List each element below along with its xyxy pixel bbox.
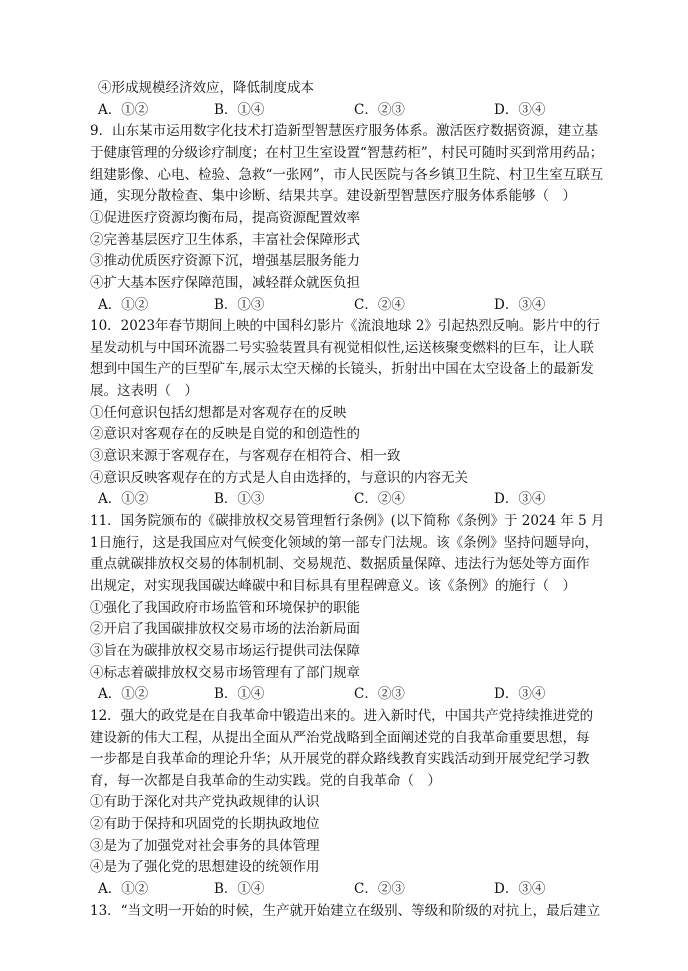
answer-option-c: C．②③ — [354, 686, 405, 702]
text-line: 建设新的伟大工程，从提出全面从严治党战略到全面阐述党的自我革命重要思想，每 — [90, 730, 590, 746]
answer-option-b: B．①④ — [214, 881, 265, 897]
answer-option-a: A．①② — [98, 881, 149, 897]
answer-option-b: B．①③ — [214, 297, 265, 313]
text-line: ④是为了强化党的思想建设的统领作用 — [90, 859, 320, 875]
text-line: 9．山东某市运用数字化技术打造新型智慧医疗服务体系。激活医疗数据资源，建立基 — [90, 123, 599, 139]
text-line: ②完善基层医疗卫生体系，丰富社会保障形式 — [90, 232, 360, 248]
text-line: ①有助于深化对共产党执政规律的认识 — [90, 794, 320, 810]
text-line: 育，每一次都是自我革命的生动实践。党的自我革命（ ） — [90, 773, 441, 789]
text-line: 展。这表明（ ） — [90, 383, 198, 399]
answer-option-a: A．①② — [98, 686, 149, 702]
text-line: ①任何意识包括幻想都是对客观存在的反映 — [90, 405, 347, 421]
text-line: ④标志着碳排放权交易市场管理有了部门规章 — [90, 665, 360, 681]
text-line: 10．2023年春节期间上映的中国科幻影片《流浪地球 2》引起热烈反响。影片中的行 — [90, 318, 600, 334]
text-line: ③是为了加强党对社会事务的具体管理 — [90, 838, 320, 854]
text-line: ②开启了我国碳排放权交易市场的法治新局面 — [90, 621, 360, 637]
text-line: ①强化了我国政府市场监管和环境保护的职能 — [90, 600, 360, 616]
text-line: 一步都是自我革命的理论升华；从开展党的群众路线教育实践活动到开展党纪学习教 — [90, 751, 590, 767]
answer-options-row — [98, 295, 578, 315]
text-line: ①促进医疗资源均衡布局，提高资源配置效率 — [90, 210, 360, 226]
answer-option-c: C．②④ — [354, 491, 405, 507]
text-line: 想到中国生产的巨型矿车,展示太空天梯的长镜头，折射出中国在太空设备上的最新发 — [90, 361, 594, 377]
answer-option-c: C．②③ — [354, 102, 405, 118]
text-line: ②有助于保持和巩固党的长期执政地位 — [90, 816, 320, 832]
answer-options-row — [98, 879, 578, 899]
text-line: 1日施行，这是我国应对气候变化领域的第一部专门法规。该《条例》坚持问题导向， — [90, 535, 599, 551]
text-line: ③旨在为碳排放权交易市场运行提供司法保障 — [90, 643, 360, 659]
answer-option-d: D．③④ — [494, 686, 546, 702]
answer-option-d: D．③④ — [494, 491, 546, 507]
text-line: ④意识反映客观存在的方式是人自由选择的，与意识的内容无关 — [90, 470, 468, 486]
text-line: 于健康管理的分级诊疗制度；在村卫生室设置“智慧药柜”，村民可随时买到常用药品； — [90, 145, 604, 161]
text-line: 重点就碳排放权交易的体制机制、交易规范、数据质量保障、违法行为惩处等方面作 — [90, 556, 590, 572]
answer-option-a: A．①② — [98, 102, 149, 118]
answer-option-c: C．②③ — [354, 881, 405, 897]
answer-option-d: D．③④ — [494, 297, 546, 313]
text-line: ②意识对客观存在的反映是自觉的和创造性的 — [90, 426, 360, 442]
answer-option-b: B．①③ — [214, 491, 265, 507]
answer-option-c: C．②④ — [354, 297, 405, 313]
answer-option-d: D．③④ — [494, 102, 546, 118]
answer-options-row — [98, 100, 578, 120]
text-line: 12．强大的政党是在自我革命中锻造出来的。进入新时代，中国共产党持续推进党的 — [90, 708, 594, 724]
answer-options-row — [98, 489, 578, 509]
text-line: ④扩大基本医疗保障范围，减轻群众就医负担 — [90, 275, 360, 291]
text-line: 11．国务院颁布的《碳排放权交易管理暂行条例》(以下简称《条例》于 2024 年 5 月 — [90, 513, 605, 529]
text-line: ③意识来源于客观存在，与客观存在相符合、相一致 — [90, 448, 401, 464]
answer-option-b: B．①④ — [214, 686, 265, 702]
answer-options-row — [98, 684, 578, 704]
answer-option-b: B．①④ — [214, 102, 265, 118]
answer-option-a: A．①② — [98, 297, 149, 313]
text-line: ④形成规模经济效应，降低制度成本 — [98, 80, 314, 96]
text-line: 13．“当文明一开始的时候，生产就开始建立在级别、等级和阶级的对抗上，最后建立 — [90, 903, 601, 919]
text-line: ③推动优质医疗资源下沉，增强基层服务能力 — [90, 253, 360, 269]
answer-option-d: D．③④ — [494, 881, 546, 897]
text-line: 出规定，对实现我国碳达峰碳中和目标具有里程碑意义。该《条例》的施行（ ） — [90, 578, 576, 594]
answer-option-a: A．①② — [98, 491, 149, 507]
text-line: 星发动机与中国环流器二号实验装置具有视觉相似性,运送核聚变燃料的巨车，让人联 — [90, 340, 594, 356]
text-line: 组建影像、心电、检验、急救“一张网”，市人民医院与各乡镇卫生院、村卫生室互联互 — [90, 167, 604, 183]
text-line: 通，实现分散检查、集中诊断、结果共享。建设新型智慧医疗服务体系能够（ ） — [90, 188, 576, 204]
